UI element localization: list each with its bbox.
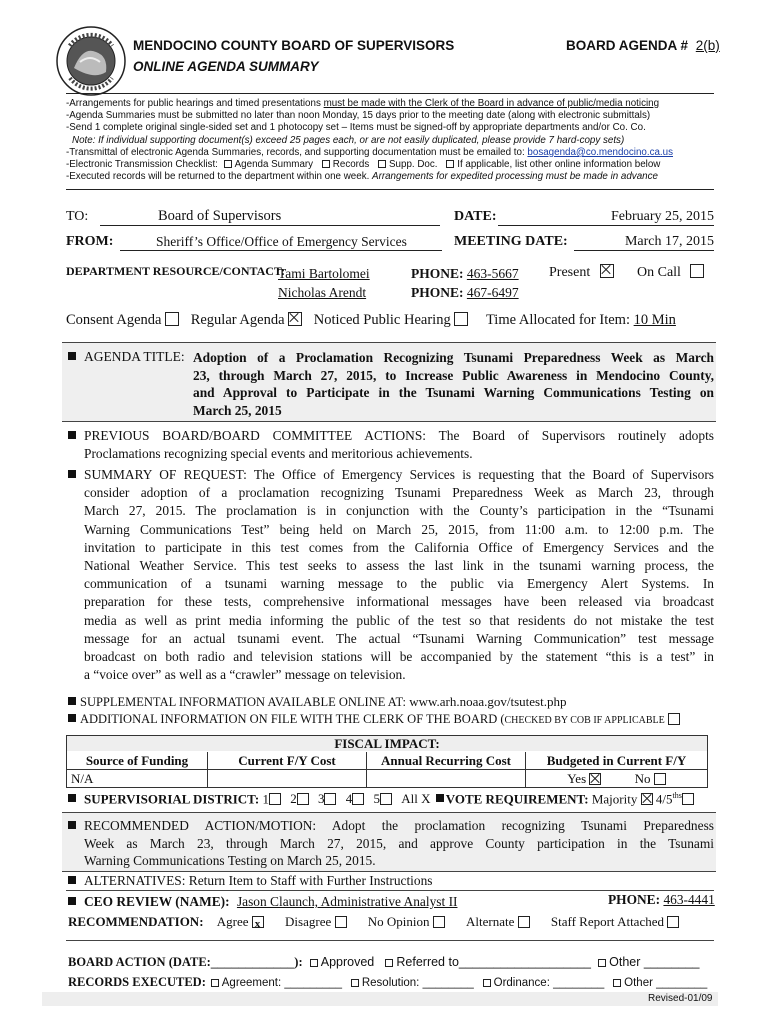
- from-field[interactable]: Sheriff’s Office/Office of Emergency Services: [120, 234, 442, 251]
- regular-agenda-checkbox[interactable]: [288, 312, 302, 326]
- fiscal-recurring-value: [367, 770, 526, 788]
- fiscal-budgeted-value: Yes No: [526, 770, 708, 788]
- meeting-date-field[interactable]: March 17, 2015: [574, 234, 714, 251]
- agenda-title-text: Adoption of a Proclamation Recognizing Tsunami Preparedness Week as March 23, through March 27, 2015, to Increase Public Awareness in Mendocino County, and Approval to Participate in the Tsunami Warning Communications Testing on March 25, 2015: [193, 350, 714, 418]
- ceo-phone: PHONE: 463-4441: [608, 892, 715, 907]
- records-checkbox[interactable]: [322, 160, 330, 168]
- board-agenda-number: BOARD AGENDA # 2(b): [566, 38, 730, 53]
- footer-band: [42, 992, 718, 1006]
- revised-footer: Revised-01/09: [648, 993, 713, 1004]
- to-row: TO:: [66, 209, 89, 224]
- summary-of-request: SUMMARY OF REQUEST: The Office of Emergency Services is requesting that the Board of Supervisors consider adoption of a proclamation recognizing Tsunami Preparedness Week as March 23, through March 27, 2015. The proclamation is in conjunction with the County’s participation in the “Tsunami Warning Communications Test” being held on March 25, 2015, from 11:00 a.m. to 12:00 p.m. The invitation to participate in this test comes from the California Office of Emergency Services and the National Weather Service. This test seeks to assess the last link in the tsunami warning process, the communication of a tsunami warning message to the public via Emergency Alert Systems. In preparation for these tests, comprehensive informational messages have been released via broadcast media as well as print media informing the public of the test so that residents do not mistake the test message for an actual tsunami event. The actual “Tsunami Warning Communication” test message broadcast on both radio and television stations will be accompanied by the statement “this is a test” in a “voice over” as well as a “crawler” message on television.: [68, 466, 714, 684]
- staff-report-checkbox[interactable]: [667, 916, 679, 928]
- ceo-review-name: Jason Claunch, Administrative Analyst II: [236, 894, 458, 909]
- fiscal-header-recurring: Annual Recurring Cost: [367, 752, 526, 770]
- other-action-checkbox[interactable]: [598, 959, 606, 967]
- district-3-checkbox[interactable]: [324, 793, 336, 805]
- records-executed-row: RECORDS EXECUTED: Agreement: _________ Resolution: ________ Ordinance: ________ Other ________: [68, 975, 708, 989]
- majority-checkbox[interactable]: [641, 793, 653, 805]
- from-label: FROM:: [66, 234, 114, 249]
- alternate-checkbox[interactable]: [518, 916, 530, 928]
- supplemental-info: SUPPLEMENTAL INFORMATION AVAILABLE ONLINE AT: www.arh.noaa.gov/tsutest.php: [68, 694, 566, 710]
- agree-checkbox[interactable]: x: [252, 916, 264, 928]
- alternatives-rule: [66, 890, 714, 891]
- other-online-checkbox[interactable]: [446, 160, 454, 168]
- fiscal-impact-title: FISCAL IMPACT:: [67, 736, 708, 753]
- oncall-option: On Call: [637, 264, 704, 281]
- date-label: DATE:: [454, 209, 497, 224]
- agenda-summary-checkbox[interactable]: [224, 160, 232, 168]
- supplemental-url[interactable]: www.arh.noaa.gov/tsutest.php: [409, 694, 567, 709]
- ordinance-checkbox[interactable]: [483, 979, 491, 987]
- budgeted-no-checkbox[interactable]: [654, 773, 666, 785]
- instructions-rule: [66, 189, 714, 190]
- to-field[interactable]: Board of Supervisors: [100, 208, 440, 226]
- ceo-review: CEO REVIEW (NAME): Jason Claunch, Administrative Analyst II: [68, 894, 457, 910]
- board-agenda-value: 2(b): [695, 38, 720, 53]
- time-allocated-value: 10 Min: [633, 312, 676, 328]
- district-1-checkbox[interactable]: [269, 793, 281, 805]
- agenda-title-label: AGENDA TITLE:: [68, 349, 185, 365]
- additional-info: ADDITIONAL INFORMATION ON FILE WITH THE CLERK OF THE BOARD (CHECKED BY COB IF APPLICABLE: [68, 712, 680, 727]
- dept-contact-label: DEPARTMENT RESOURCE/CONTACT:: [66, 264, 286, 278]
- page-subtitle: ONLINE AGENDA SUMMARY: [133, 59, 319, 74]
- oncall-checkbox[interactable]: [690, 264, 704, 278]
- agreement-checkbox[interactable]: [211, 979, 219, 987]
- recommendation-row: RECOMMENDATION: Agree x Disagree No Opinion Alternate Staff Report Attached: [68, 914, 679, 930]
- meeting-date-label: MEETING DATE:: [454, 234, 568, 249]
- fiscal-current-value: [208, 770, 367, 788]
- no-opinion-checkbox[interactable]: [433, 916, 445, 928]
- date-field[interactable]: February 25, 2015: [498, 209, 714, 226]
- consent-agenda-checkbox[interactable]: [165, 312, 179, 326]
- approved-checkbox[interactable]: [310, 959, 318, 967]
- fiscal-header-current: Current F/Y Cost: [208, 752, 367, 770]
- other-record-checkbox[interactable]: [613, 979, 621, 987]
- instructions-block: -Arrangements for public hearings and timed presentations must be made with the Clerk of the Board in advance of public/media noticing -Agenda Summaries must be submitted no later than noon Monday, 15 days prior to the meeting date (along with electronic submittals) -Send 1 complete original single-sided set and 1 photocopy set – Items must be signed-off by appropriate departments and/or Co. Co. Note: If individual supporting document(s) exceed 25 pages each, or are not easily duplicated, please provide 7 hard-copy sets) -Transmittal of electronic Agenda Summaries, records, and supporting documentation must be emailed to: bosagenda@co.mendocino.ca.us -Electronic Transmission Checklist: Agenda Summary Records Supp. Doc. If applicable, list other online information below -Executed records will be returned to the department within one week. Arrangements for expedited processing must be made in advance: [66, 98, 673, 183]
- fiscal-source-value: N/A: [67, 770, 208, 788]
- noticed-hearing-checkbox[interactable]: [454, 312, 468, 326]
- header-rule: [66, 93, 714, 94]
- fiscal-impact-table: [66, 735, 708, 788]
- recommended-action: RECOMMENDED ACTION/MOTION: Adopt the proclamation recognizing Tsunami Preparedness Week as March 23, through March 27, 2015, and approve County participation in the Tsunami Warning Communications Testing on March 25, 2015.: [68, 817, 714, 870]
- county-seal: [56, 26, 126, 96]
- board-action-rule: [66, 940, 714, 941]
- present-option: Present: [549, 264, 614, 281]
- fiscal-header-budgeted: Budgeted in Current F/Y: [526, 752, 708, 770]
- budgeted-yes-checkbox[interactable]: [589, 773, 601, 785]
- clerk-file-checkbox[interactable]: [668, 713, 680, 725]
- alternatives: ALTERNATIVES: Return Item to Staff with Further Instructions: [68, 873, 433, 889]
- agenda-type-row: Consent Agenda Regular Agenda Noticed Public Hearing Time Allocated for Item: 10 Min: [66, 312, 676, 328]
- previous-actions: PREVIOUS BOARD/BOARD COMMITTEE ACTIONS: The Board of Supervisors routinely adopts Proclamations recognizing special events and meritorious achievements.: [68, 427, 714, 463]
- email-link[interactable]: bosagenda@co.mendocino.ca.us: [527, 146, 673, 158]
- disagree-checkbox[interactable]: [335, 916, 347, 928]
- supp-doc-checkbox[interactable]: [378, 160, 386, 168]
- district-2-checkbox[interactable]: [297, 793, 309, 805]
- resolution-checkbox[interactable]: [351, 979, 359, 987]
- fiscal-header-source: Source of Funding: [67, 752, 208, 770]
- referred-checkbox[interactable]: [385, 959, 393, 967]
- contact-names: Tami Bartolomei Nicholas Arendt: [278, 266, 370, 300]
- four-fifths-checkbox[interactable]: [682, 793, 694, 805]
- contact-phones: PHONE: 463-5667 PHONE: 467-6497: [411, 266, 519, 300]
- page-title: MENDOCINO COUNTY BOARD OF SUPERVISORS: [133, 38, 455, 53]
- district-row: SUPERVISORIAL DISTRICT: 1 2 3 4 5 All X VOTE REQUIREMENT: Majority $4/5^{ths}$: [68, 791, 694, 807]
- district-5-checkbox[interactable]: [380, 793, 392, 805]
- present-checkbox[interactable]: [600, 264, 614, 278]
- board-action-row: BOARD ACTION (DATE:____________): Approved Referred to___________________ Other ________: [68, 955, 700, 969]
- district-4-checkbox[interactable]: [352, 793, 364, 805]
